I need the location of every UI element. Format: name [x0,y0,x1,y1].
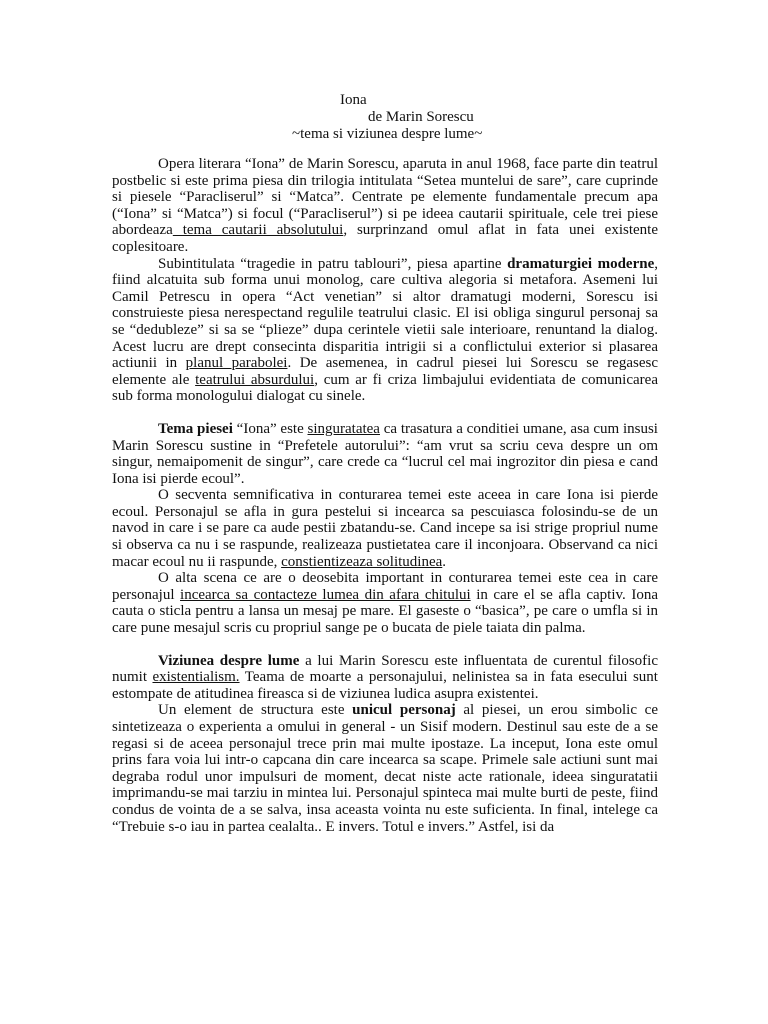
paragraph-4 [112,487,658,570]
underlined-text: incearca sa contacteze lumea din afara chitului [180,586,471,603]
text-run: , cum ar fi criza limbajului evidentiata de comunicarea sub forma monologului dialogat cu sinele. [112,371,658,405]
text-run: al piesei, un erou simbolic ce sintetizeaza o experienta a omului in general - un Sisif modern. Destinul sau este de a se regasi si de aceea personajul trece prin mai multe ipostaze. La inceput, Iona este omul prins fara voia lui intr-o capcana din care incearca sa scape. Primele sale actiuni sunt mai degraba rodul unor impulsuri de moment, decat niste acte rationale, ideea singuratatii imprimandu-se mai tarziu in mintea lui. Personajul spinteca mai multe burti de peste, fiind condus de vointa de a se salva, insa aceasta vointa nu este suficienta. In final, intelege ca “Trebuie s-o iau in partea cealalta.. E invers. Totul e invers.” Astfel, isi da [112,702,659,835]
paragraph-6 [112,653,658,703]
underlined-text: tema cautarii absolutului [172,222,344,239]
text-run: “Iona” este [232,420,308,437]
document-subtitle: ~tema si viziunea despre lume~ [292,126,483,142]
paragraph-2 [112,256,658,405]
text-run: . [442,553,447,570]
paragraph-7 [112,702,658,835]
underlined-text: singuratatea [307,420,380,437]
text-run: in care el se afla captiv. Iona cauta o sticla pentru a lansa un mesaj pe mare. El gaseste o “basica”, pe care o umfla si in care pune mesajul scris cu propriul sange pe o bucata de piele taiata din palma. [112,586,658,637]
underlined-text: planul parabolei [185,355,288,372]
underlined-text: constientizeaza solitudinea [281,553,443,570]
paragraph-5 [112,570,658,636]
paragraph-1 [112,156,658,256]
bold-text: Tema piesei [158,420,233,437]
text-run: Teama de moarte a personajului, nelinistea sa in fata esecului sunt estompate de atitudinea fireasca si de viziunea ludica asupra existentei. [112,669,658,702]
text-run: Opera literara “Iona” de Marin Sorescu, aparuta in anul 1968, face parte din teatrul postbelic si este prima piesa din trilogia intitulata “Setea muntelui de sare”, care cuprinde si piesele “Paracliserul” si “Matca”. Centrate pe elemente fundamentale precum apa (“Iona” si “Matca”) si focul (“Paracliserul”) si pe ideea cautarii spirituale, cele trei piese abordeaza [112,156,658,239]
text-run: , surprinzand omul aflat in fata unei existente coplesitoare. [112,222,658,255]
underlined-text: existentialism. [152,669,240,686]
text-run: Subintitulata “tragedie in patru tablouri”, piesa apartine [158,255,508,272]
text-run: , fiind alcatuita sub forma unui monolog, care cultiva alegoria si metafora. Asemeni lui Camil Petrescu in opera “Act venetian” si altor dramatugi moderni, Sorescu isi construieste piesa nerespectand regulile teatrului clasic. El isi obliga singurul personaj sa se “dedubleze” si sa se “plieze” dupa cerintele vietii sale interioare, renuntand la dialog. Acest lucru are drept consecinta disparitia intrigii si a conflictului exterior si plasarea actiunii in [112,255,658,372]
bold-text: Viziunea despre lume [158,652,300,669]
text-run: a lui Marin Sorescu este influentata de curentul filosofic numit [112,652,659,686]
underlined-text: teatrului absurdului [195,371,315,388]
document-title: Iona [340,92,367,108]
document-body [112,156,658,835]
text-run: O secventa semnificativa in conturarea temei este aceea in care Iona isi pierde ecoul. Personajul se afla in gura pestelui si incearca sa pescuiasca folosindu-se de un navod in care i se pare ca aude pestii zbatandu-se. Cand incepe sa isi strige propriul nume si observa ca nu i se raspunde, realizeaza pustietatea care il inconjoara. Observand ca nici macar ecoul nu ii raspunde, [112,487,658,570]
text-run: . De asemenea, in cadrul piesei lui Sorescu se regasesc elemente ale [112,355,658,388]
bold-text: dramaturgiei moderne [507,255,655,272]
text-run: Un element de structura este [158,702,353,719]
text-run: O alta scena ce are o deosebita important in conturarea temei este cea in care personajul [112,570,658,603]
bold-text: unicul personaj [352,702,456,719]
document-author: de Marin Sorescu [368,109,474,125]
text-run: ca trasatura a conditiei umane, asa cum insusi Marin Sorescu sustine in “Prefetele autorului”: “am vrut sa scriu ceva despre un om singur, nemaipomenit de singur”, care crede ca “lucrul cel mai ingrozitor din piesa e cand Iona isi pierde ecoul”. [112,420,658,487]
paragraph-3 [112,421,658,487]
